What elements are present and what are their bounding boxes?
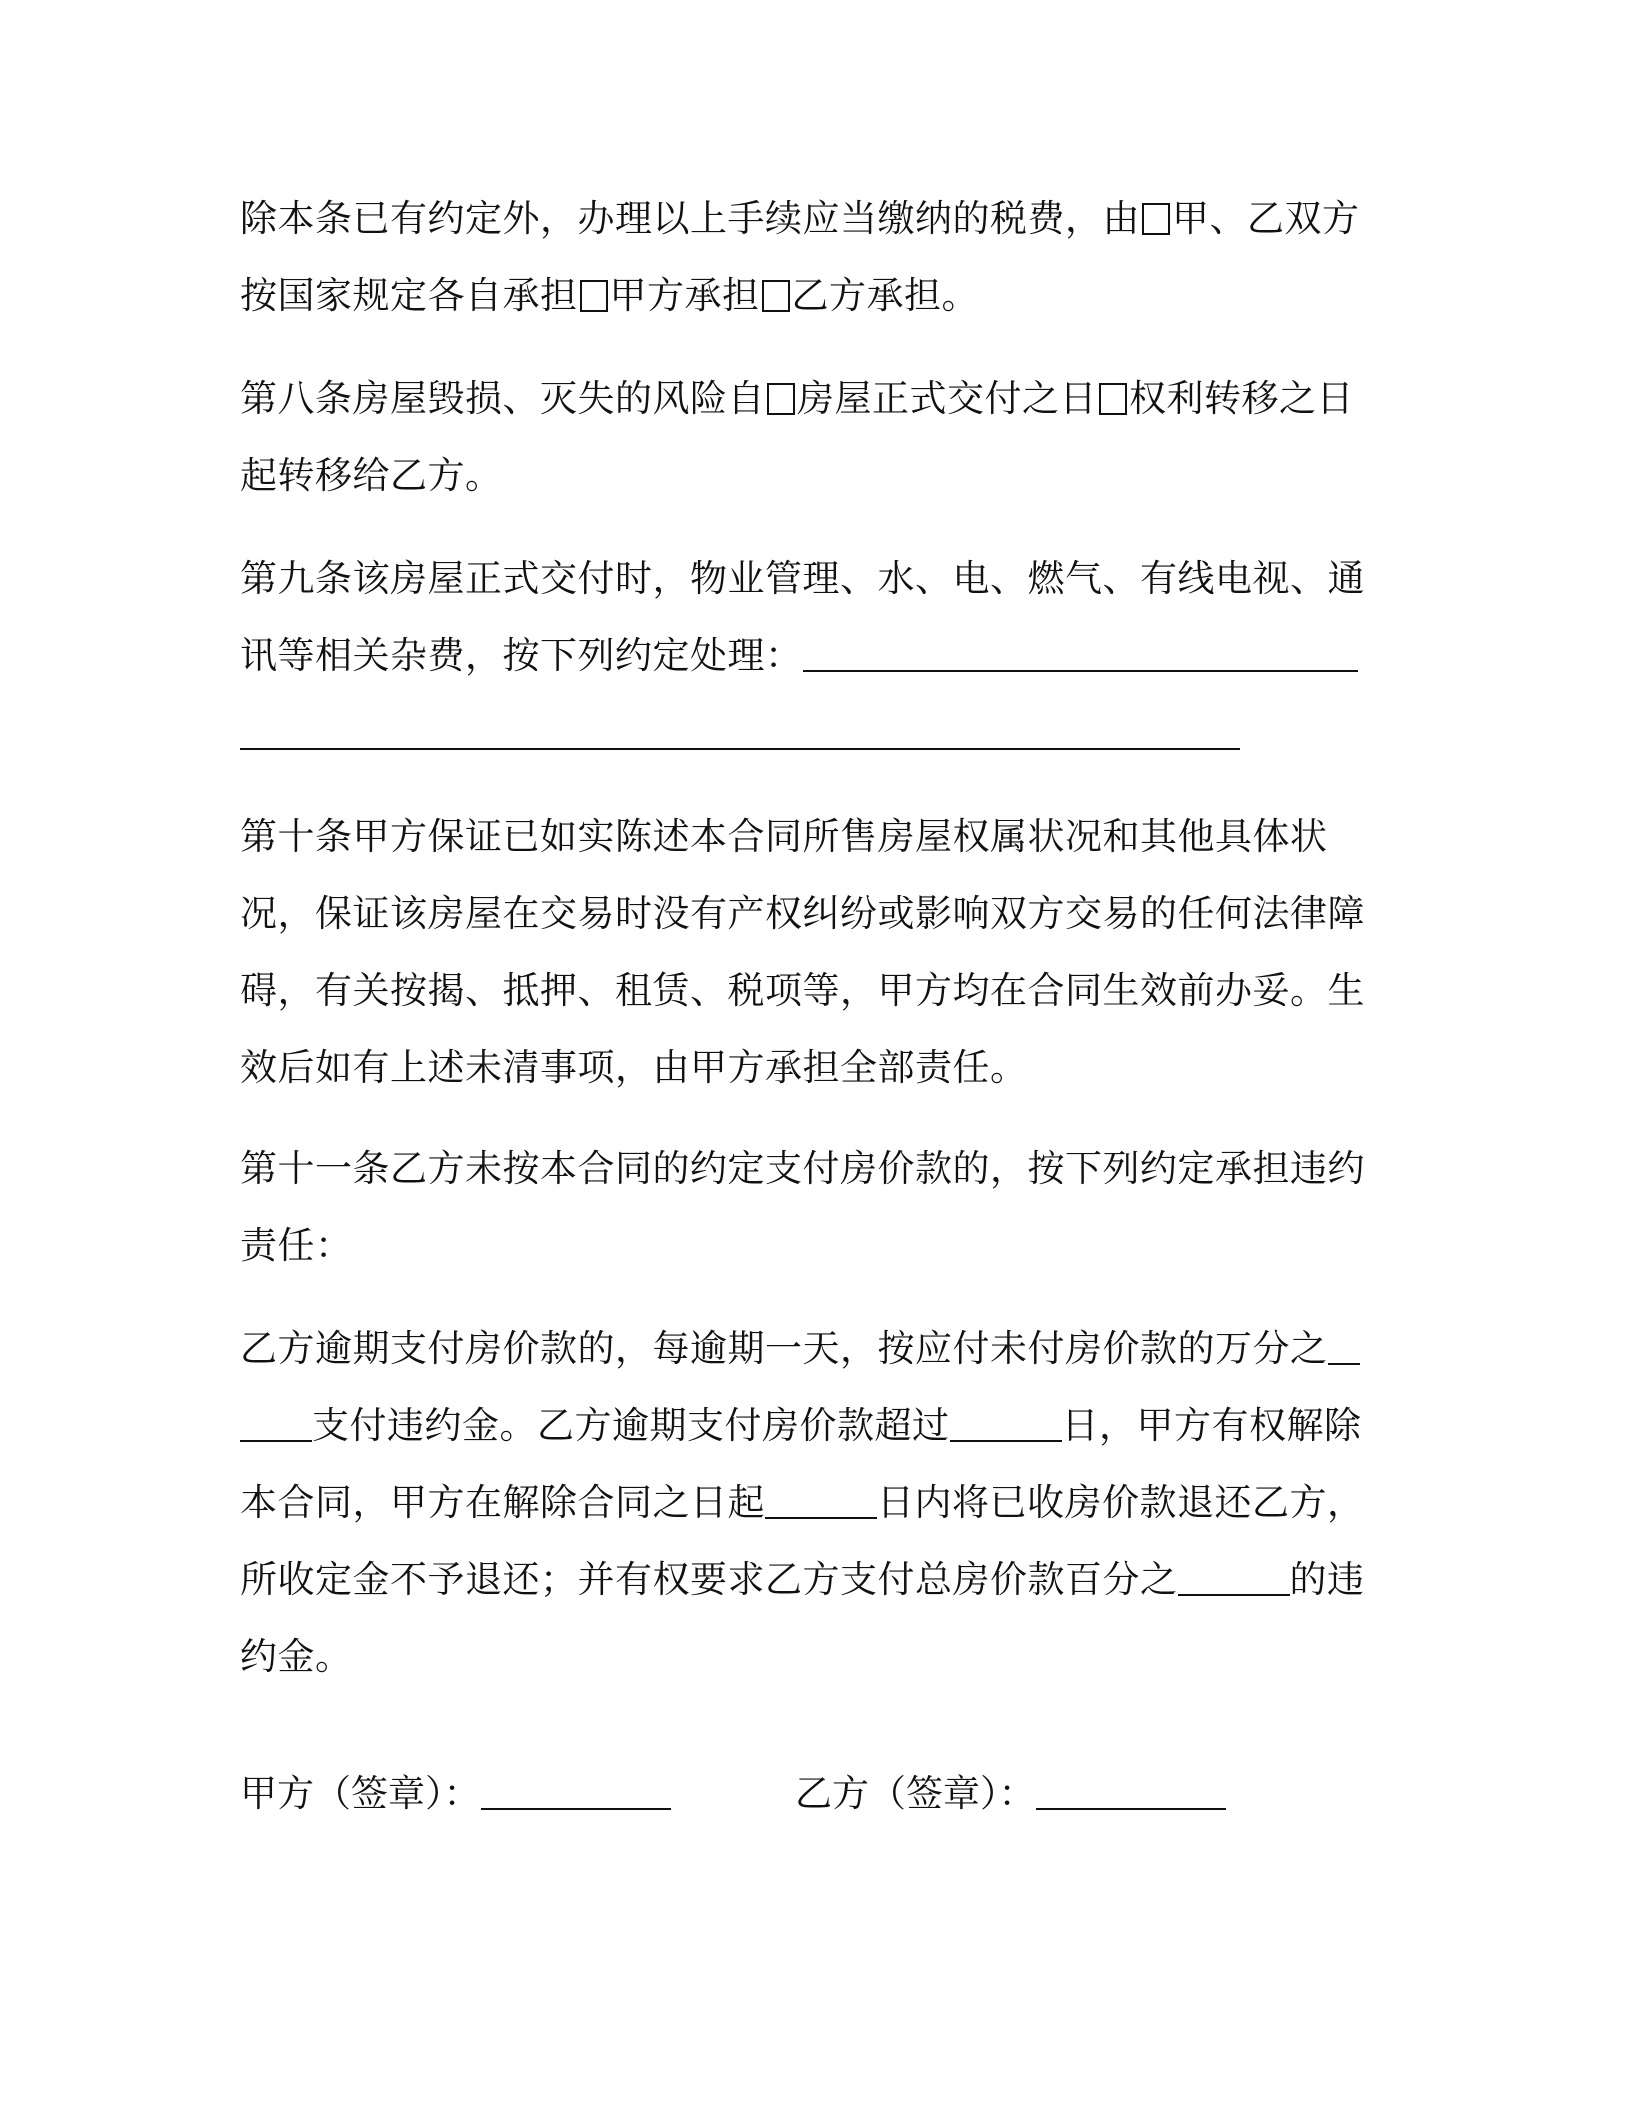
clause-7-text: 除本条已有约定外，办理以上手续应当缴纳的税费，由 (240, 197, 1140, 240)
penalty-text-4: 本合同，甲方在解除合同之日起 (240, 1481, 765, 1524)
penalty-paragraph (240, 1310, 1365, 1695)
clause-9 (240, 540, 1365, 694)
fill-in-blank-refund-days[interactable] (765, 1483, 877, 1519)
penalty-line-5: 约金。 (240, 1635, 353, 1678)
clause-11-line-1: 第十一条乙方未按本合同的约定支付房价款的，按下列约定承担违约 (240, 1147, 1365, 1190)
penalty-text-5: 日内将已收房价款退还乙方， (877, 1481, 1365, 1524)
penalty-line-4 (240, 1541, 1365, 1618)
clause-8-option-transfer: 权利转移之日 (1129, 377, 1354, 420)
clause-8-line-2: 起转移给乙方。 (240, 454, 503, 497)
clause-7-option-both: 甲、乙双方 (1172, 197, 1360, 240)
clause-10-line-1: 第十条甲方保证已如实陈述本合同所售房屋权属状况和其他具体状 (240, 815, 1328, 858)
clause-10 (240, 798, 1365, 1106)
penalty-text-7: 的违 (1289, 1558, 1365, 1601)
fill-in-blank-fees[interactable] (803, 636, 1358, 672)
signature-party-a-label: 甲方（签章）： (240, 1772, 481, 1815)
checkbox-party-b[interactable] (762, 280, 790, 312)
clause-7-line-1 (240, 180, 1360, 257)
clause-9-text: 讯等相关杂费，按下列约定处理： (240, 634, 803, 677)
clause-10-line-4: 效后如有上述未清事项，由甲方承担全部责任。 (240, 1046, 1028, 1089)
penalty-line-3 (240, 1464, 1365, 1541)
clause-7-option-party-b: 乙方承担。 (791, 274, 979, 317)
penalty-text-3: 日，甲方有权解除 (1061, 1404, 1362, 1447)
fill-in-blank-percent[interactable] (1178, 1560, 1290, 1596)
clause-8-option-delivery: 房屋正式交付之日 (797, 377, 1097, 420)
clause-7-tail (240, 180, 1360, 334)
clause-7-line-2 (240, 257, 1360, 334)
penalty-text-1: 乙方逾期支付房价款的，每逾期一天，按应付未付房价款的万分之 (240, 1327, 1328, 1370)
fill-in-blank-rate-start[interactable] (1328, 1329, 1360, 1365)
fill-in-blank-overdue-days[interactable] (950, 1406, 1062, 1442)
penalty-text-6: 所收定金不予退还；并有权要求乙方支付总房价款百分之 (240, 1558, 1178, 1601)
checkbox-delivery-date[interactable] (767, 383, 795, 415)
clause-8-text: 第八条房屋毁损、灭失的风险自 (240, 377, 765, 420)
clause-7-option-each: 按国家规定各自承担 (240, 274, 578, 317)
signature-party-b-label: 乙方（签章）： (795, 1772, 1036, 1815)
clause-9-line-1: 第九条该房屋正式交付时，物业管理、水、电、燃气、有线电视、通 (240, 557, 1365, 600)
signature-party-a (240, 1755, 671, 1832)
checkbox-both-parties[interactable] (1142, 203, 1170, 235)
signature-party-b-line[interactable] (1036, 1774, 1226, 1810)
signature-party-b (795, 1755, 1226, 1832)
fill-in-line-fees-continued[interactable] (240, 748, 1240, 750)
clause-11-line-2: 责任： (240, 1224, 353, 1267)
clause-9-line-2 (240, 617, 1360, 694)
clause-10-line-2: 况，保证该房屋在交易时没有产权纠纷或影响双方交易的任何法律障 (240, 892, 1365, 935)
clause-8 (240, 360, 1360, 514)
fill-in-blank-rate-end[interactable] (240, 1406, 312, 1442)
signature-party-a-line[interactable] (481, 1774, 671, 1810)
clause-8-line-1 (240, 360, 1360, 437)
clause-11 (240, 1130, 1365, 1284)
clause-10-line-3: 碍，有关按揭、抵押、租赁、税项等，甲方均在合同生效前办妥。生 (240, 969, 1365, 1012)
penalty-line-2 (240, 1387, 1360, 1464)
clause-7-option-party-a: 甲方承担 (609, 274, 760, 317)
checkbox-party-a[interactable] (580, 280, 608, 312)
penalty-line-1 (240, 1310, 1360, 1387)
checkbox-transfer-date[interactable] (1099, 383, 1127, 415)
penalty-text-2: 支付违约金。乙方逾期支付房价款超过 (312, 1404, 950, 1447)
